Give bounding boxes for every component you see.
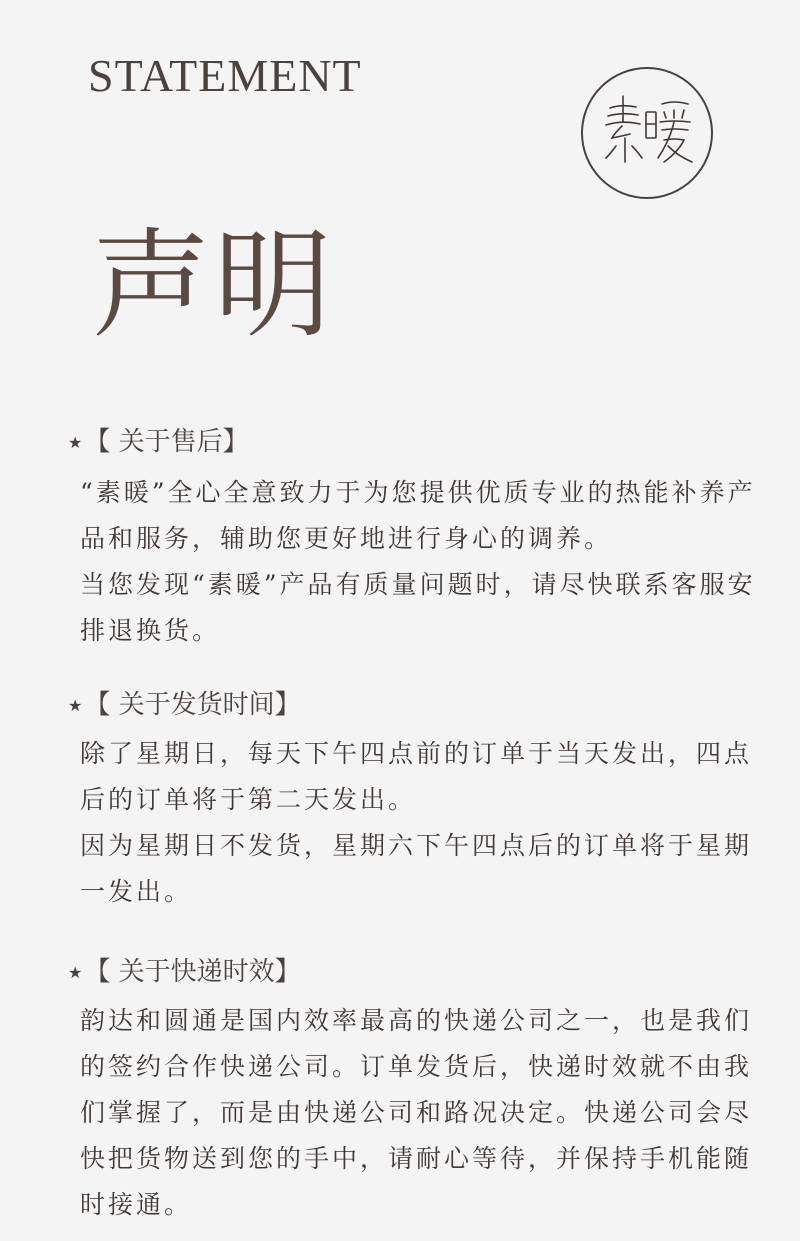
paragraph: 当您发现“素暖”产品有质量问题时，请尽快联系客服安排退换货。 — [80, 570, 756, 645]
section-heading — [68, 425, 768, 462]
section-heading-text: 【 关于快递时效】 — [84, 957, 301, 987]
brand-seal-logo — [581, 67, 713, 199]
paragraph: 因为星期日不发货，星期六下午四点后的订单将于星期一发出。 — [80, 831, 753, 906]
section-heading-text: 【 关于售后】 — [84, 427, 249, 457]
paragraph: “素暖”全心全意致力于为您提供优质专业的热能补养产品和服务，辅助您更好地进行身心的调养。 — [80, 478, 756, 553]
star-icon: ★ — [68, 696, 83, 715]
statement-heading: STATEMENT — [88, 50, 362, 101]
paragraph: 除了星期日，每天下午四点前的订单于当天发出，四点后的订单将于第二天发出。 — [80, 739, 753, 814]
section-delivery-timeliness — [68, 955, 768, 1228]
page-title: 声明 — [92, 216, 337, 354]
section-shipping-time — [68, 688, 768, 915]
star-icon: ★ — [68, 433, 83, 452]
star-icon: ★ — [68, 963, 83, 982]
section-heading — [68, 955, 768, 992]
section-after-sales — [68, 425, 768, 654]
section-heading — [68, 688, 768, 725]
seal-calligraphy-icon — [592, 78, 702, 188]
paragraph: 韵达和圆通是国内效率最高的快递公司之一，也是我们的签约合作快递公司。订单发货后，快递时效就不由我们掌握了，而是由快递公司和路况决定。快递公司会尽快把货物送到您的手中，请耐心等待，并保持手机能随时接通。 — [80, 1006, 753, 1219]
section-heading-text: 【 关于发货时间】 — [84, 690, 301, 720]
